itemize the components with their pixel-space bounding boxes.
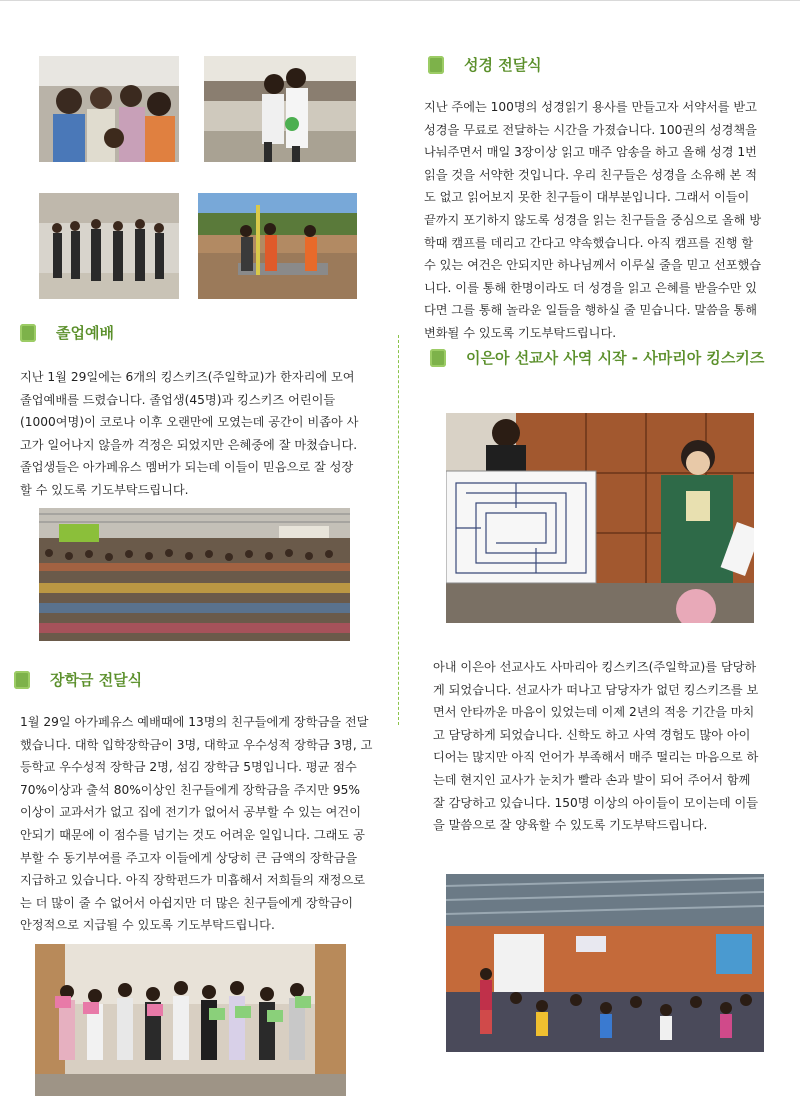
column-divider xyxy=(398,335,399,725)
paragraph-bible: 지난 주에는 100명의 성경읽기 용사를 만들고자 서약서를 받고 성경을 무료로 전달하는 시간을 가졌습니다. 100권의 성경책을 나눠주면서 매일 3장이상 읽고 매주 암송을 하고 올해 성경 1번 읽을 것을 서약한 것입니다. 우리 친구들은 성경을 소유해 본 적 도 없고 읽어보지 못한 친구들이 대부분입니다. 그래서 이들이 끝까지 포기하지 않도록 성경을 읽는 친구들을 중심으로 올해 방 학때 캠프를 데리고 간다고 약속했습니다. 아직 캠프를 진행 할 수 있는 여건은 안되지만 하나님께서 이루실 줄을 믿고 선포했습 니다. 이를 통해 한명이라도 더 성경을 읽고 은혜를 받을수만 있 다면 그를 통해 놀라운 일들을 행하실 줄 믿습니다. 말씀을 통해 변화될 수 있도록 기도부탁드립니다. xyxy=(424,100,762,340)
heading-missionary-text: 이은아 선교사 사역 시작 - 사마리아 킹스키즈 xyxy=(466,349,765,367)
photo-teaching xyxy=(446,413,754,623)
square-bullet-icon xyxy=(20,324,36,342)
heading-bible xyxy=(428,54,542,75)
heading-graduation-text: 졸업예배 xyxy=(56,324,114,342)
photo-construction xyxy=(198,193,357,299)
paragraph-scholarship: 1월 29일 아가페유스 예배때에 13명의 친구들에게 장학금을 전달 했습니다. 대학 입학장학금이 3명, 대학교 우수성적 장학금 3명, 고 등학교 우수성적 장학금 2명, 섬김 장학금 5명입니다. 평균 점수 70%이상과 출석 80%이상인 친구들에게 장학금을 주지만 95% 이상이 교과서가 없고 집에 전기가 없어서 공부할 수 있는 여건이 안되기 때문에 이 점수를 넘기는 것도 어려운 일입니다. 그래도 공 부할 수 동기부여를 주고자 이들에게 상당히 큰 금액의 장학금을 지급하고 있습니다. 아직 장학펀드가 미흡해서 저희들의 재정으로 는 더 많이 줄 수 없어서 아쉽지만 더 많은 친구들에게 장학금이 안정적으로 지급될 수 있도록 기도부탁드립니다. xyxy=(20,715,373,933)
square-bullet-icon xyxy=(428,56,444,74)
heading-scholarship-text: 장학금 전달식 xyxy=(50,671,143,689)
square-bullet-icon xyxy=(14,671,30,689)
photo-scholarship-group xyxy=(35,944,346,1096)
heading-missionary xyxy=(430,347,764,368)
square-bullet-icon xyxy=(430,349,446,367)
photo-kids-smiling xyxy=(39,56,179,162)
heading-graduation xyxy=(20,322,114,343)
photo-dancing xyxy=(39,193,179,299)
photo-graduation-crowd xyxy=(39,508,350,641)
photo-samaria-kings-kids xyxy=(446,874,764,1052)
top-border xyxy=(0,0,800,1)
paragraph-missionary: 아내 이은아 선교사도 사마리아 킹스키즈(주일학교)를 담당하 게 되었습니다. 선교사가 떠나고 담당자가 없던 킹스키즈를 보 면서 안타까운 마음이 있었는데 이제 2년의 적응 기간을 마치 고 담당하게 되었습니다. 신학도 하고 사역 경험도 많아 아이 디어는 많지만 아직 언어가 부족해서 매주 떨리는 마음으로 하 는데 현지인 교사가 눈치가 빨라 손과 발이 되어 주어서 함께 잘 감당하고 있습니다. 150명 이상의 아이들이 모이는데 이들 을 말씀으로 잘 양육할 수 있도록 기도부탁드립니다. xyxy=(433,660,759,833)
heading-bible-text: 성경 전달식 xyxy=(464,56,542,74)
paragraph-graduation: 지난 1월 29일에는 6개의 킹스키즈(주일학교)가 한자리에 모여 졸업예배를 드렸습니다. 졸업생(45명)과 킹스키즈 어린이들 (1000여명)이 코로나 이후 오랜만에 모였는데 공간이 비좁아 사 고가 일어나지 않을까 걱정은 되었지만 은혜중에 잘 마쳤습니다. 졸업생들은 아가페유스 멤버가 되는데 이들이 믿음으로 잘 성장 할 수 있도록 기도부탁드립니다. xyxy=(20,370,359,497)
heading-scholarship xyxy=(14,669,142,690)
photo-hug xyxy=(204,56,356,162)
